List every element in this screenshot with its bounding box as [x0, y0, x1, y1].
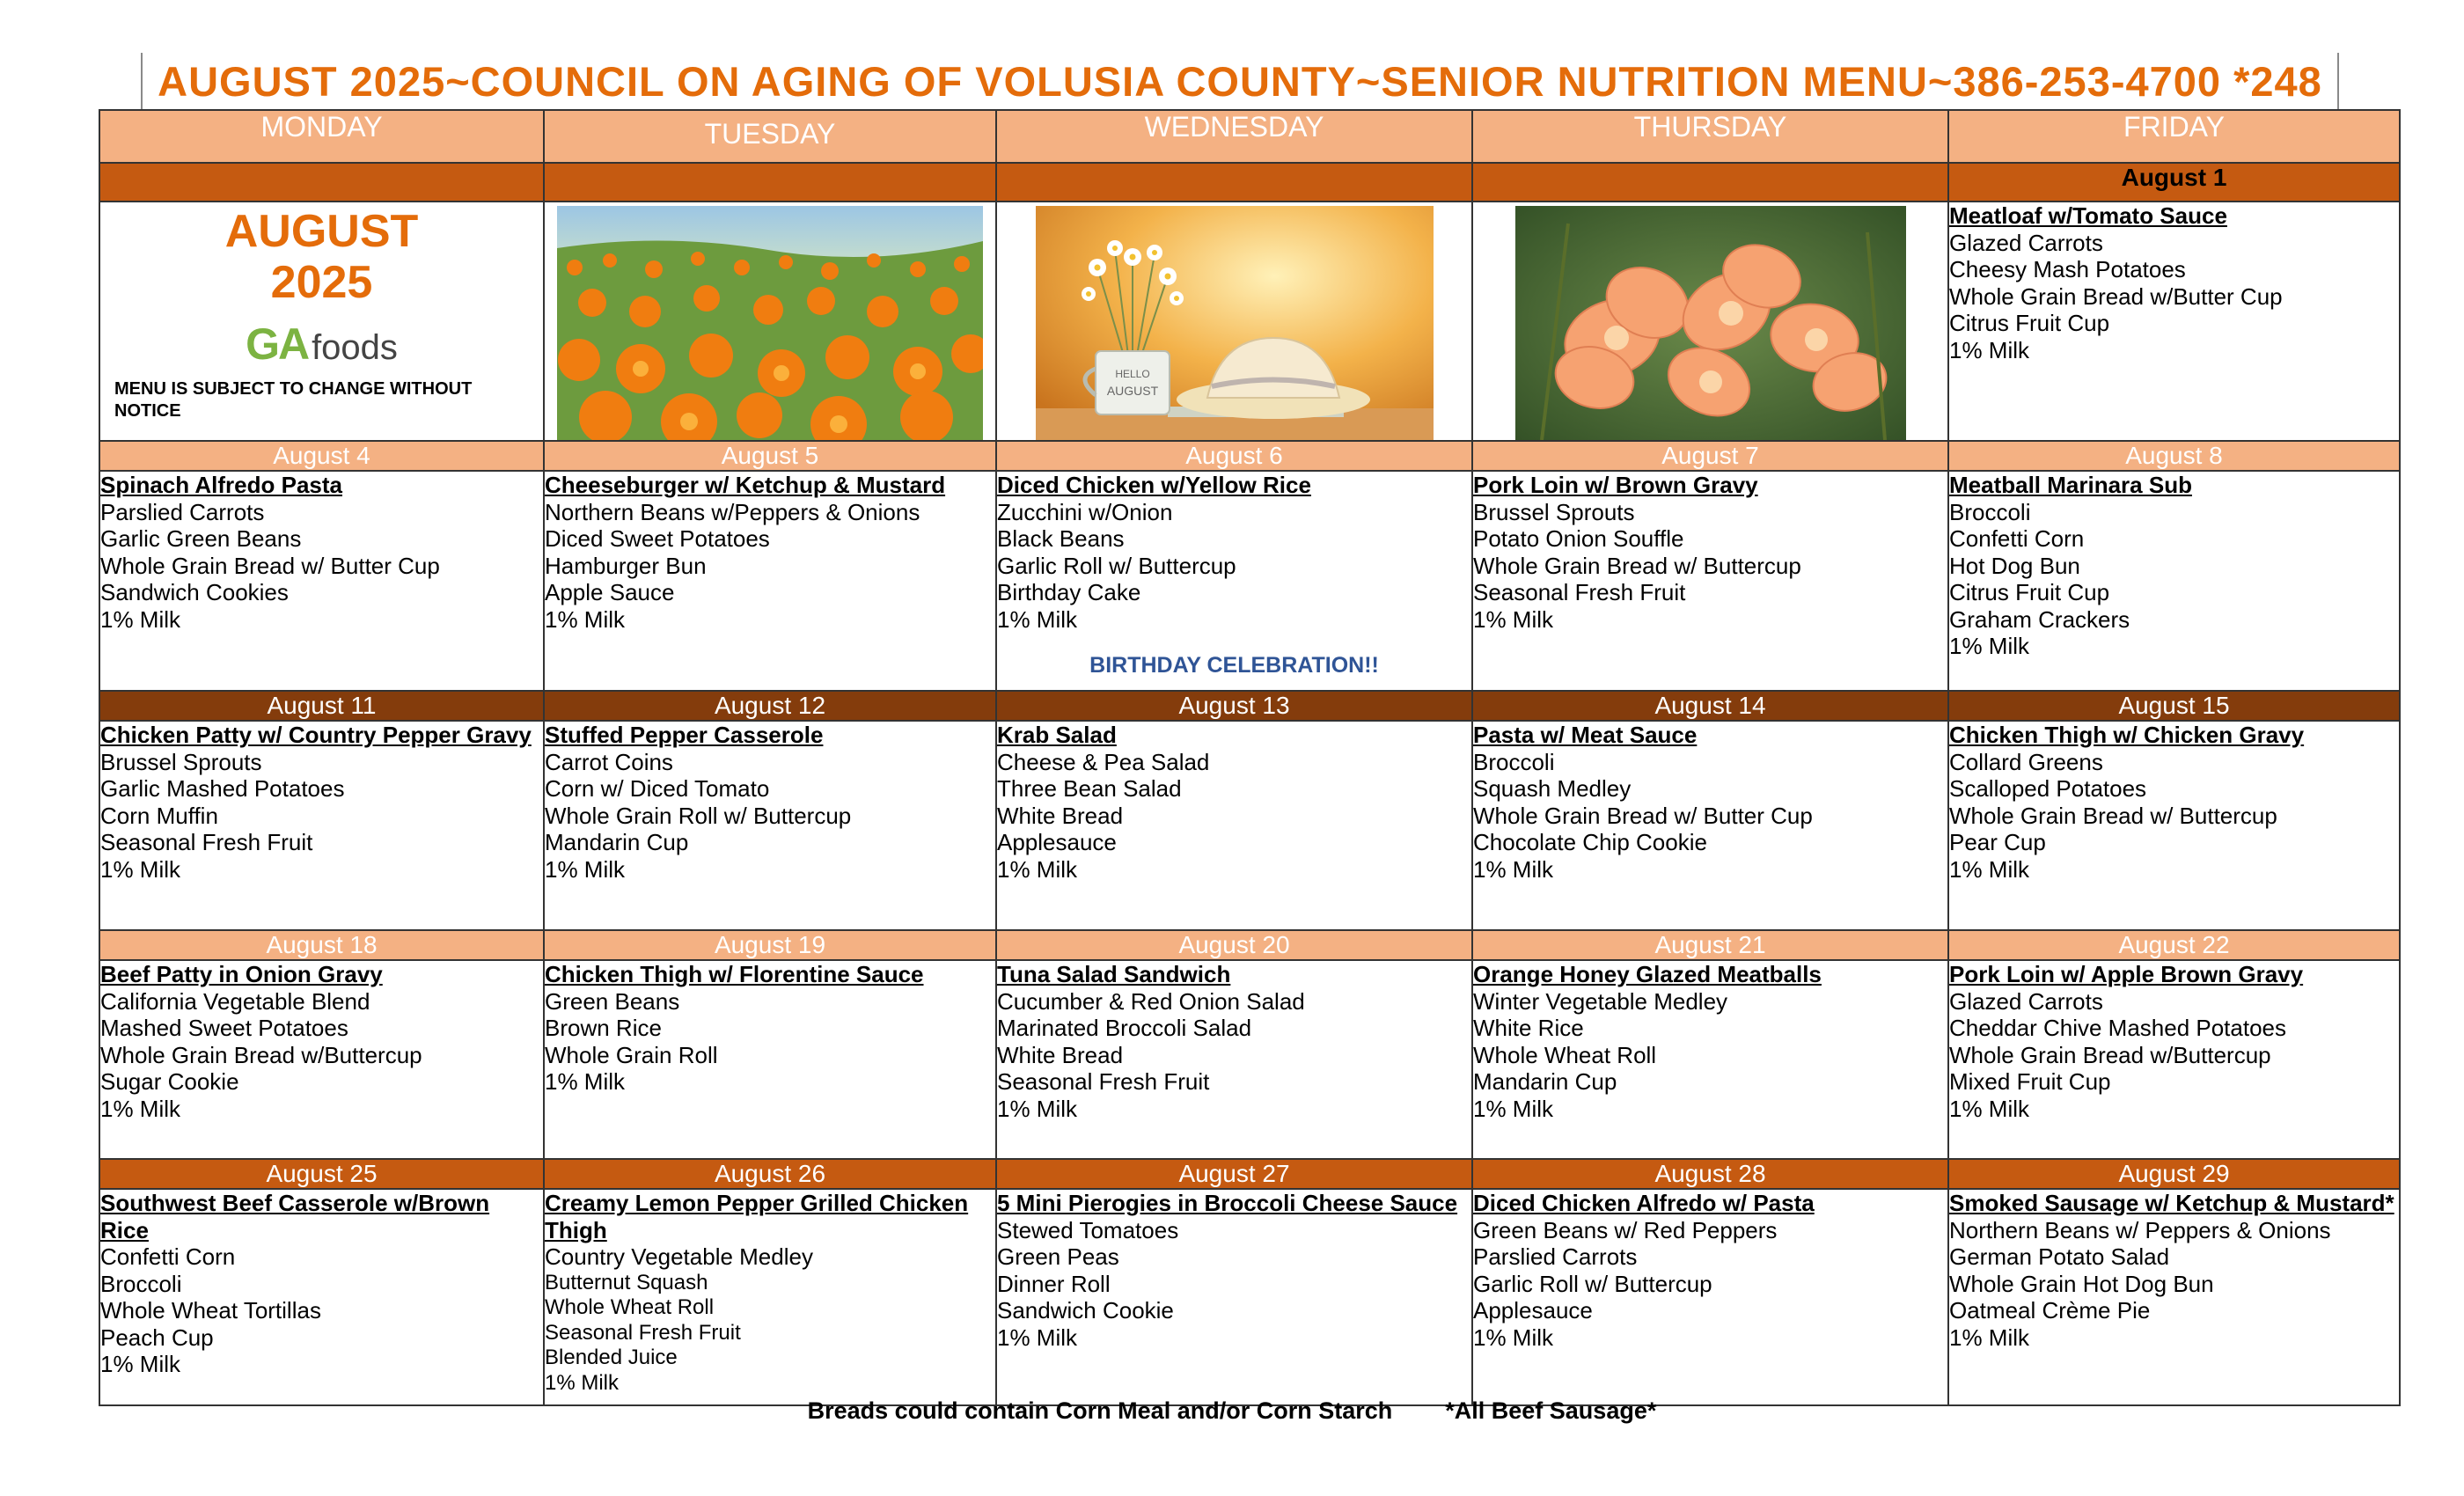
side-item: Seasonal Fresh Fruit — [545, 1320, 741, 1345]
menu-cell — [1472, 471, 1948, 691]
date-cell: August 7 — [1472, 441, 1948, 471]
footer-breads-note: Breads could contain Corn Meal and/or Corn Starch — [807, 1397, 1393, 1424]
side-item: Sandwich Cookies — [100, 579, 289, 605]
entree: Creamy Lemon Pepper Grilled Chicken Thigh — [545, 1190, 969, 1243]
side-item: 1% Milk — [545, 855, 626, 883]
side-item: Squash Medley — [1473, 775, 1632, 802]
month-cell — [99, 202, 544, 441]
menu-calendar — [99, 109, 2401, 1406]
side-item: Blended Juice — [545, 1346, 678, 1369]
entree: Stuffed Pepper Casserole — [545, 722, 824, 748]
side-item: 1% Milk — [545, 1068, 626, 1095]
menu-cell — [1948, 721, 2400, 930]
side-item: 1% Milk — [1473, 1095, 1554, 1122]
side-item: Glazed Carrots — [1949, 229, 2103, 256]
side-item: Mandarin Cup — [1473, 1068, 1617, 1095]
side-item: Citrus Fruit Cup — [1949, 310, 2110, 336]
side-item: Graham Crackers — [1949, 605, 2130, 633]
side-item: Garlic Roll w/ Buttercup — [997, 552, 1236, 579]
date-cell: August 22 — [1948, 930, 2400, 960]
side-item: Mashed Sweet Potatoes — [100, 1015, 348, 1041]
side-item: Stewed Tomatoes — [997, 1216, 1179, 1243]
entree: Pork Loin w/ Apple Brown Gravy — [1949, 961, 2304, 987]
side-item: Garlic Roll w/ Buttercup — [1473, 1270, 1712, 1297]
side-item: Brussel Sprouts — [100, 748, 262, 775]
side-item: Peach Cup — [100, 1324, 214, 1351]
menu-cell — [996, 721, 1472, 930]
side-item: Cheddar Chive Mashed Potatoes — [1949, 1015, 2287, 1041]
date-cell: August 15 — [1948, 691, 2400, 721]
entree: Spinach Alfredo Pasta — [100, 472, 342, 498]
date-row-week-3 — [99, 691, 2400, 721]
side-item: Broccoli — [100, 1270, 182, 1297]
side-item: Seasonal Fresh Fruit — [997, 1068, 1210, 1095]
weekday-friday: FRIDAY — [1948, 110, 2400, 163]
side-item: Marinated Broccoli Salad — [997, 1015, 1252, 1041]
side-item: Whole Grain Bread w/Butter Cup — [1949, 282, 2283, 310]
menu-cell — [996, 471, 1472, 691]
side-item: Whole Grain Bread w/ Buttercup — [1473, 552, 1801, 579]
birthday-celebration-note: BIRTHDAY CELEBRATION!! — [1089, 653, 1379, 678]
date-cell: August 29 — [1948, 1159, 2400, 1189]
side-item: Broccoli — [1473, 748, 1555, 775]
side-item: White Bread — [997, 1041, 1124, 1068]
side-item: Hamburger Bun — [545, 552, 707, 579]
date-row-week-1 — [99, 163, 2400, 202]
side-item: Whole Grain Bread w/ Butter Cup — [1473, 802, 1813, 829]
side-item: White Rice — [1473, 1015, 1584, 1041]
side-item: Whole Grain Bread w/Buttercup — [100, 1041, 422, 1068]
side-item: Chocolate Chip Cookie — [1473, 829, 1707, 855]
side-item: Parslied Carrots — [1473, 1243, 1638, 1270]
weekday-monday: MONDAY — [99, 110, 544, 163]
entree: Chicken Thigh w/ Florentine Sauce — [545, 961, 924, 987]
side-item: Collard Greens — [1949, 748, 2103, 775]
menu-row-week-4 — [99, 960, 2400, 1159]
side-item: Green Beans w/ Red Peppers — [1473, 1216, 1778, 1243]
menu-cell — [1472, 721, 1948, 930]
side-item: Butternut Squash — [545, 1270, 708, 1294]
menu-row-week-5 — [99, 1189, 2400, 1405]
side-item: 1% Milk — [1949, 1095, 2030, 1122]
date-cell: August 19 — [544, 930, 996, 960]
side-item: 1% Milk — [1949, 855, 2030, 883]
side-item: Garlic Green Beans — [100, 525, 302, 552]
weekday-thursday: THURSDAY — [1472, 110, 1948, 163]
side-item: Whole Grain Bread w/Buttercup — [1949, 1041, 2271, 1068]
side-item: White Bread — [997, 802, 1124, 829]
menu-cell-aug-1 — [1948, 202, 2400, 441]
entree: Krab Salad — [997, 722, 1117, 748]
date-cell-aug-1: August 1 — [1948, 163, 2400, 202]
logo-foods-text: foods — [312, 328, 398, 367]
side-item: Citrus Fruit Cup — [1949, 579, 2110, 605]
side-item: Applesauce — [1473, 1297, 1593, 1324]
side-item: 1% Milk — [1473, 1324, 1554, 1351]
menu-cell — [99, 960, 544, 1159]
side-item: Glazed Carrots — [1949, 987, 2103, 1015]
side-item: Seasonal Fresh Fruit — [1473, 579, 1686, 605]
side-item: German Potato Salad — [1949, 1243, 2170, 1270]
menu-cell — [99, 1189, 544, 1405]
date-cell: August 25 — [99, 1159, 544, 1189]
side-item: Potato Onion Souffle — [1473, 525, 1684, 552]
side-item: 1% Milk — [100, 1351, 181, 1377]
page-title: AUGUST 2025~COUNCIL ON AGING OF VOLUSIA COUNTY~SENIOR NUTRITION MENU~386-253-4700 *248 — [141, 53, 2339, 111]
date-cell: August 21 — [1472, 930, 1948, 960]
side-item: 1% Milk — [100, 855, 181, 883]
poppy-field-image-cell — [544, 202, 996, 441]
menu-cell — [1472, 1189, 1948, 1405]
side-item: Parslied Carrots — [100, 498, 265, 525]
menu-cell — [544, 960, 996, 1159]
side-item: Confetti Corn — [1949, 525, 2085, 552]
entree: Smoked Sausage w/ Ketchup & Mustard* — [1949, 1190, 2394, 1216]
menu-cell — [1948, 471, 2400, 691]
date-cell: August 28 — [1472, 1159, 1948, 1189]
date-cell: August 6 — [996, 441, 1472, 471]
entree: Meatball Marinara Sub — [1949, 472, 2192, 498]
side-item: Cucumber & Red Onion Salad — [997, 987, 1305, 1015]
menu-cell — [99, 471, 544, 691]
menu-cell — [544, 471, 996, 691]
weekday-tuesday: TUESDAY — [544, 110, 996, 163]
empty-date-cell — [99, 163, 544, 202]
side-item: Whole Grain Roll — [545, 1041, 718, 1068]
gladiolus-image-cell — [1472, 202, 1948, 441]
side-item: Carrot Coins — [545, 748, 673, 775]
menu-cell — [544, 1189, 996, 1405]
logo-ga-text: GA — [246, 319, 309, 369]
side-item: Brown Rice — [545, 1015, 662, 1041]
date-cell: August 14 — [1472, 691, 1948, 721]
side-item: Whole Grain Bread w/ Buttercup — [1949, 802, 2277, 829]
entree: Meatloaf w/Tomato Sauce — [1949, 202, 2227, 229]
svg-text:HELLO: HELLO — [1114, 368, 1150, 380]
side-item: Winter Vegetable Medley — [1473, 987, 1728, 1015]
menu-row-week-2 — [99, 471, 2400, 691]
gladiolus-image — [1515, 206, 1906, 440]
side-item: Northern Beans w/ Peppers & Onions — [1949, 1216, 2331, 1243]
entree: Beef Patty in Onion Gravy — [100, 961, 383, 987]
change-notice: MENU IS SUBJECT TO CHANGE WITHOUT NOTICE — [114, 379, 473, 421]
menu-cell — [544, 721, 996, 930]
side-item: Black Beans — [997, 525, 1125, 552]
date-cell: August 13 — [996, 691, 1472, 721]
date-cell: August 20 — [996, 930, 1472, 960]
date-cell: August 27 — [996, 1159, 1472, 1189]
entree: Southwest Beef Casserole w/Brown Rice — [100, 1190, 490, 1243]
side-item: Oatmeal Crème Pie — [1949, 1297, 2151, 1324]
side-item: 1% Milk — [100, 605, 181, 633]
year-heading: 2025 — [270, 257, 373, 308]
side-item: Diced Sweet Potatoes — [545, 525, 770, 552]
hello-august-image — [1036, 206, 1434, 440]
side-item: 1% Milk — [997, 855, 1078, 883]
side-item: 1% Milk — [545, 1370, 620, 1395]
date-cell: August 8 — [1948, 441, 2400, 471]
side-item: Green Peas — [997, 1243, 1119, 1270]
side-item: Birthday Cake — [997, 579, 1141, 605]
side-item: Whole Wheat Tortillas — [100, 1297, 321, 1324]
entree: Diced Chicken Alfredo w/ Pasta — [1473, 1190, 1815, 1216]
menu-cell — [1948, 960, 2400, 1159]
month-heading: AUGUST — [224, 206, 419, 257]
date-cell: August 4 — [99, 441, 544, 471]
side-item: Whole Wheat Roll — [545, 1295, 715, 1319]
entree: Orange Honey Glazed Meatballs — [1473, 961, 1822, 987]
entree: Chicken Patty w/ Country Pepper Gravy — [100, 722, 532, 748]
side-item: Corn w/ Diced Tomato — [545, 775, 770, 802]
side-item: Sugar Cookie — [100, 1068, 239, 1095]
date-cell: August 18 — [99, 930, 544, 960]
entree: Diced Chicken w/Yellow Rice — [997, 472, 1311, 498]
side-item: Zucchini w/Onion — [997, 498, 1173, 525]
entree: 5 Mini Pierogies in Broccoli Cheese Sauce — [997, 1190, 1458, 1216]
side-item: Brussel Sprouts — [1473, 498, 1635, 525]
menu-cell — [996, 960, 1472, 1159]
menu-cell — [1472, 960, 1948, 1159]
footer-sausage-note: *All Beef Sausage* — [1445, 1397, 1657, 1424]
entree: Tuna Salad Sandwich — [997, 961, 1231, 987]
side-item: Country Vegetable Medley — [545, 1243, 813, 1270]
side-item: Garlic Mashed Potatoes — [100, 775, 345, 802]
side-item: Confetti Corn — [100, 1243, 236, 1270]
side-item: California Vegetable Blend — [100, 987, 370, 1015]
side-item: Green Beans — [545, 987, 680, 1015]
side-item: 1% Milk — [997, 1095, 1078, 1122]
side-item: 1% Milk — [997, 605, 1078, 633]
side-item: Whole Grain Bread w/ Butter Cup — [100, 552, 440, 579]
menu-row-week-1 — [99, 202, 2400, 441]
date-cell: August 12 — [544, 691, 996, 721]
side-item: Sandwich Cookie — [997, 1297, 1174, 1324]
side-item: Cheesy Mash Potatoes — [1949, 256, 2186, 282]
side-item: Scalloped Potatoes — [1949, 775, 2147, 802]
side-item: 1% Milk — [545, 605, 626, 633]
entree: Pasta w/ Meat Sauce — [1473, 722, 1698, 748]
entree: Chicken Thigh w/ Chicken Gravy — [1949, 722, 2305, 748]
hello-august-image-cell — [996, 202, 1472, 441]
side-item: 1% Milk — [997, 1324, 1078, 1351]
empty-date-cell — [544, 163, 996, 202]
weekday-header-row — [99, 110, 2400, 163]
side-item: Applesauce — [997, 829, 1117, 855]
side-item: Three Bean Salad — [997, 775, 1182, 802]
date-row-week-4 — [99, 930, 2400, 960]
side-item: 1% Milk — [100, 1095, 181, 1122]
side-item: 1% Milk — [1473, 605, 1554, 633]
entree: Cheeseburger w/ Ketchup & Mustard — [545, 472, 946, 498]
empty-date-cell — [1472, 163, 1948, 202]
menu-row-week-3 — [99, 721, 2400, 930]
side-item: Dinner Roll — [997, 1270, 1111, 1297]
side-item: Mandarin Cup — [545, 829, 689, 855]
menu-cell — [996, 1189, 1472, 1405]
side-item: 1% Milk — [1949, 1324, 2030, 1351]
side-item: Broccoli — [1949, 498, 2031, 525]
side-item: Northern Beans w/Peppers & Onions — [545, 498, 920, 525]
side-item: Pear Cup — [1949, 829, 2046, 855]
side-item: Whole Grain Hot Dog Bun — [1949, 1270, 2214, 1297]
side-item: Cheese & Pea Salad — [997, 748, 1210, 775]
entree: Pork Loin w/ Brown Gravy — [1473, 472, 1758, 498]
date-row-week-5 — [99, 1159, 2400, 1189]
side-item: Mixed Fruit Cup — [1949, 1068, 2111, 1095]
footer-note — [0, 1397, 2464, 1425]
date-row-week-2 — [99, 441, 2400, 471]
side-item: 1% Milk — [1949, 336, 2030, 363]
side-item: Seasonal Fresh Fruit — [100, 829, 313, 855]
date-cell: August 5 — [544, 441, 996, 471]
menu-cell — [99, 721, 544, 930]
gafoods-logo — [246, 319, 398, 370]
svg-text:AUGUST: AUGUST — [1106, 384, 1158, 398]
side-item: Corn Muffin — [100, 802, 218, 829]
poppy-field-image — [557, 206, 983, 440]
side-item: Whole Wheat Roll — [1473, 1041, 1657, 1068]
date-cell: August 26 — [544, 1159, 996, 1189]
side-item: Apple Sauce — [545, 579, 675, 605]
side-item: Hot Dog Bun — [1949, 552, 2080, 579]
empty-date-cell — [996, 163, 1472, 202]
side-item: 1% Milk — [1949, 633, 2030, 659]
side-item: 1% Milk — [1473, 855, 1554, 883]
menu-cell — [1948, 1189, 2400, 1405]
side-item: Whole Grain Roll w/ Buttercup — [545, 802, 852, 829]
weekday-wednesday: WEDNESDAY — [996, 110, 1472, 163]
date-cell: August 11 — [99, 691, 544, 721]
